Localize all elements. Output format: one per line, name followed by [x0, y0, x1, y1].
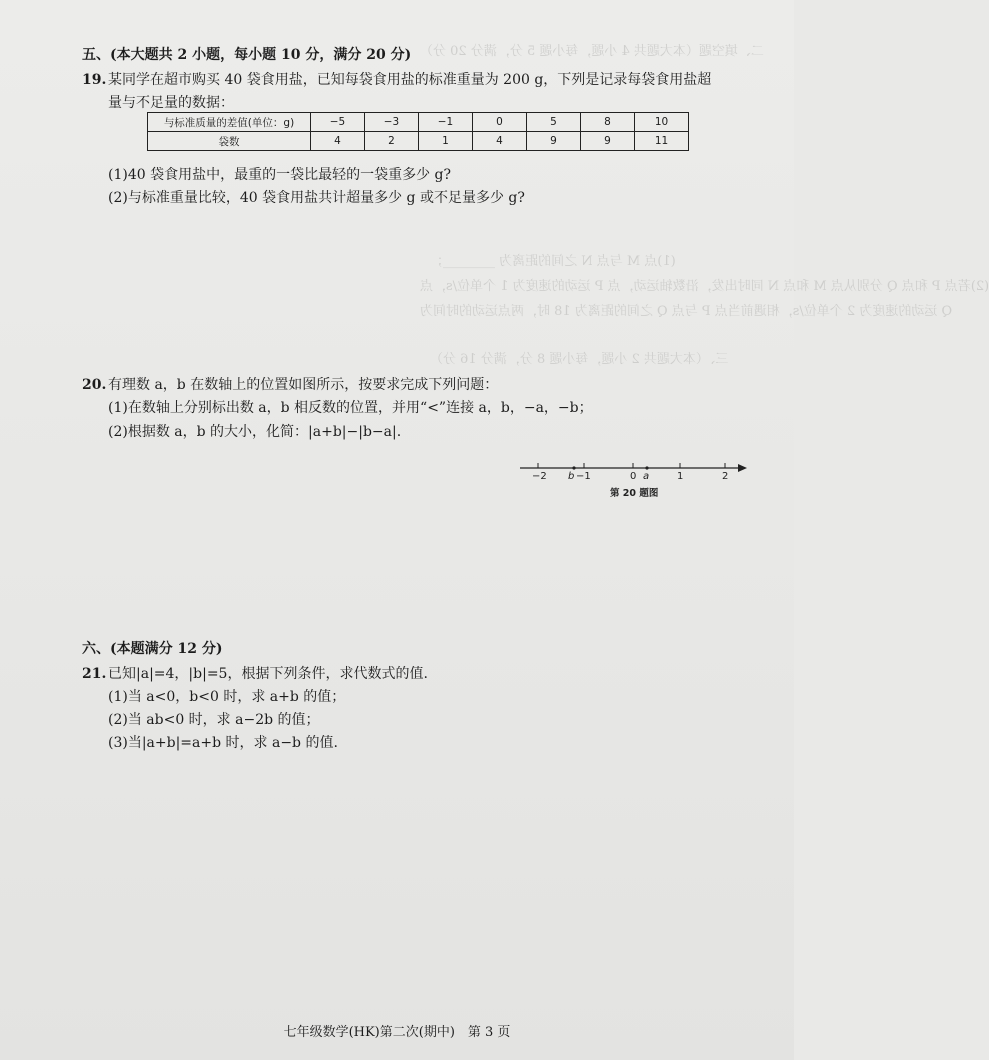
- table-cell: 4: [311, 132, 365, 151]
- table-row: [148, 113, 689, 132]
- bleed-through-text: 三、（本大题共 2 小题，每小题 8 分，满分 16 分）: [430, 352, 729, 367]
- question-number: 19.: [82, 72, 107, 88]
- question-19-part-2: (2)与标准重量比较，40 袋食用盐共计超量多少 g 或不足量多少 g?: [108, 190, 525, 206]
- tick-label: 2: [722, 471, 729, 482]
- question-21-part-1: (1)当 a<0，b<0 时，求 a+b 的值；: [108, 689, 346, 705]
- table-row-header: 与标准质量的差值(单位：g): [148, 113, 311, 132]
- section-5-heading: 五、(本大题共 2 小题，每小题 10 分，满分 20 分): [82, 47, 412, 63]
- table-cell: −1: [419, 113, 473, 132]
- tick-label: −1: [576, 471, 591, 482]
- table-cell: 1: [419, 132, 473, 151]
- question-number: 20.: [82, 377, 107, 393]
- question-19-line-2: 量与不足量的数据：: [108, 95, 234, 111]
- table-cell: 9: [581, 132, 635, 151]
- question-number: 21.: [82, 666, 107, 682]
- salt-weight-table: [147, 112, 689, 151]
- page-footer: 七年级数学(HK)第二次(期中) 第 3 页: [283, 1025, 511, 1040]
- table-cell: 11: [635, 132, 689, 151]
- bleed-through-text: (1)点 M 与点 N 之间的距离为 ________；: [430, 254, 676, 269]
- table-row: [148, 132, 689, 151]
- question-20-part-1: (1)在数轴上分别标出数 a，b 相反数的位置，并用“<”连接 a，b，−a，−b；: [108, 400, 593, 416]
- number-line-figure: [518, 455, 748, 505]
- bleed-through-text: 二、填空题（本大题共 4 小题，每小题 5 分，满分 20 分）: [420, 44, 764, 59]
- bleed-through-text: (2)若点 P 和点 Q 分别从点 M 和点 N 同时出发，沿数轴运动，点 P 运动的速度为 1 个单位/s，点: [420, 279, 989, 294]
- question-21-line-1: 21. 已知|a|=4，|b|=5，根据下列条件，求代数式的值.: [82, 666, 428, 682]
- section-6-heading: 六、(本题满分 12 分): [82, 641, 223, 657]
- question-19-part-1: (1)40 袋食用盐中，最重的一袋比最轻的一袋重多少 g?: [108, 167, 452, 183]
- question-21-part-3: (3)当|a+b|=a+b 时，求 a−b 的值.: [108, 735, 338, 751]
- table-cell: 5: [527, 113, 581, 132]
- tick-label: 1: [677, 471, 684, 482]
- tick-label: −2: [532, 471, 547, 482]
- table-cell: −5: [311, 113, 365, 132]
- point-label-b: b: [568, 471, 575, 482]
- table-cell: 0: [473, 113, 527, 132]
- table-row-header: 袋数: [148, 132, 311, 151]
- tick-label: 0: [630, 471, 637, 482]
- figure-caption: 第 20 题图: [610, 488, 659, 499]
- question-21-part-2: (2)当 ab<0 时，求 a−2b 的值；: [108, 712, 320, 728]
- question-19-line-1: 19. 某同学在超市购买 40 袋食用盐，已知每袋食用盐的标准重量为 200 g，下列是记录每袋食用盐超: [82, 72, 712, 88]
- question-20-line-1: 20. 有理数 a，b 在数轴上的位置如图所示，按要求完成下列问题：: [82, 377, 499, 393]
- table-cell: 2: [365, 132, 419, 151]
- question-20-part-2: (2)根据数 a，b 的大小，化简：|a+b|−|b−a|.: [108, 424, 402, 440]
- table-cell: 4: [473, 132, 527, 151]
- table-cell: 9: [527, 132, 581, 151]
- table-cell: 10: [635, 113, 689, 132]
- bleed-through-text: Q 运动的速度为 2 个单位/s，相遇前当点 P 与点 Q 之间的距离为 18 时，两点运动的时间为: [420, 304, 953, 319]
- table-cell: 8: [581, 113, 635, 132]
- number-line: [518, 455, 748, 505]
- table-cell: −3: [365, 113, 419, 132]
- point-label-a: a: [643, 471, 650, 482]
